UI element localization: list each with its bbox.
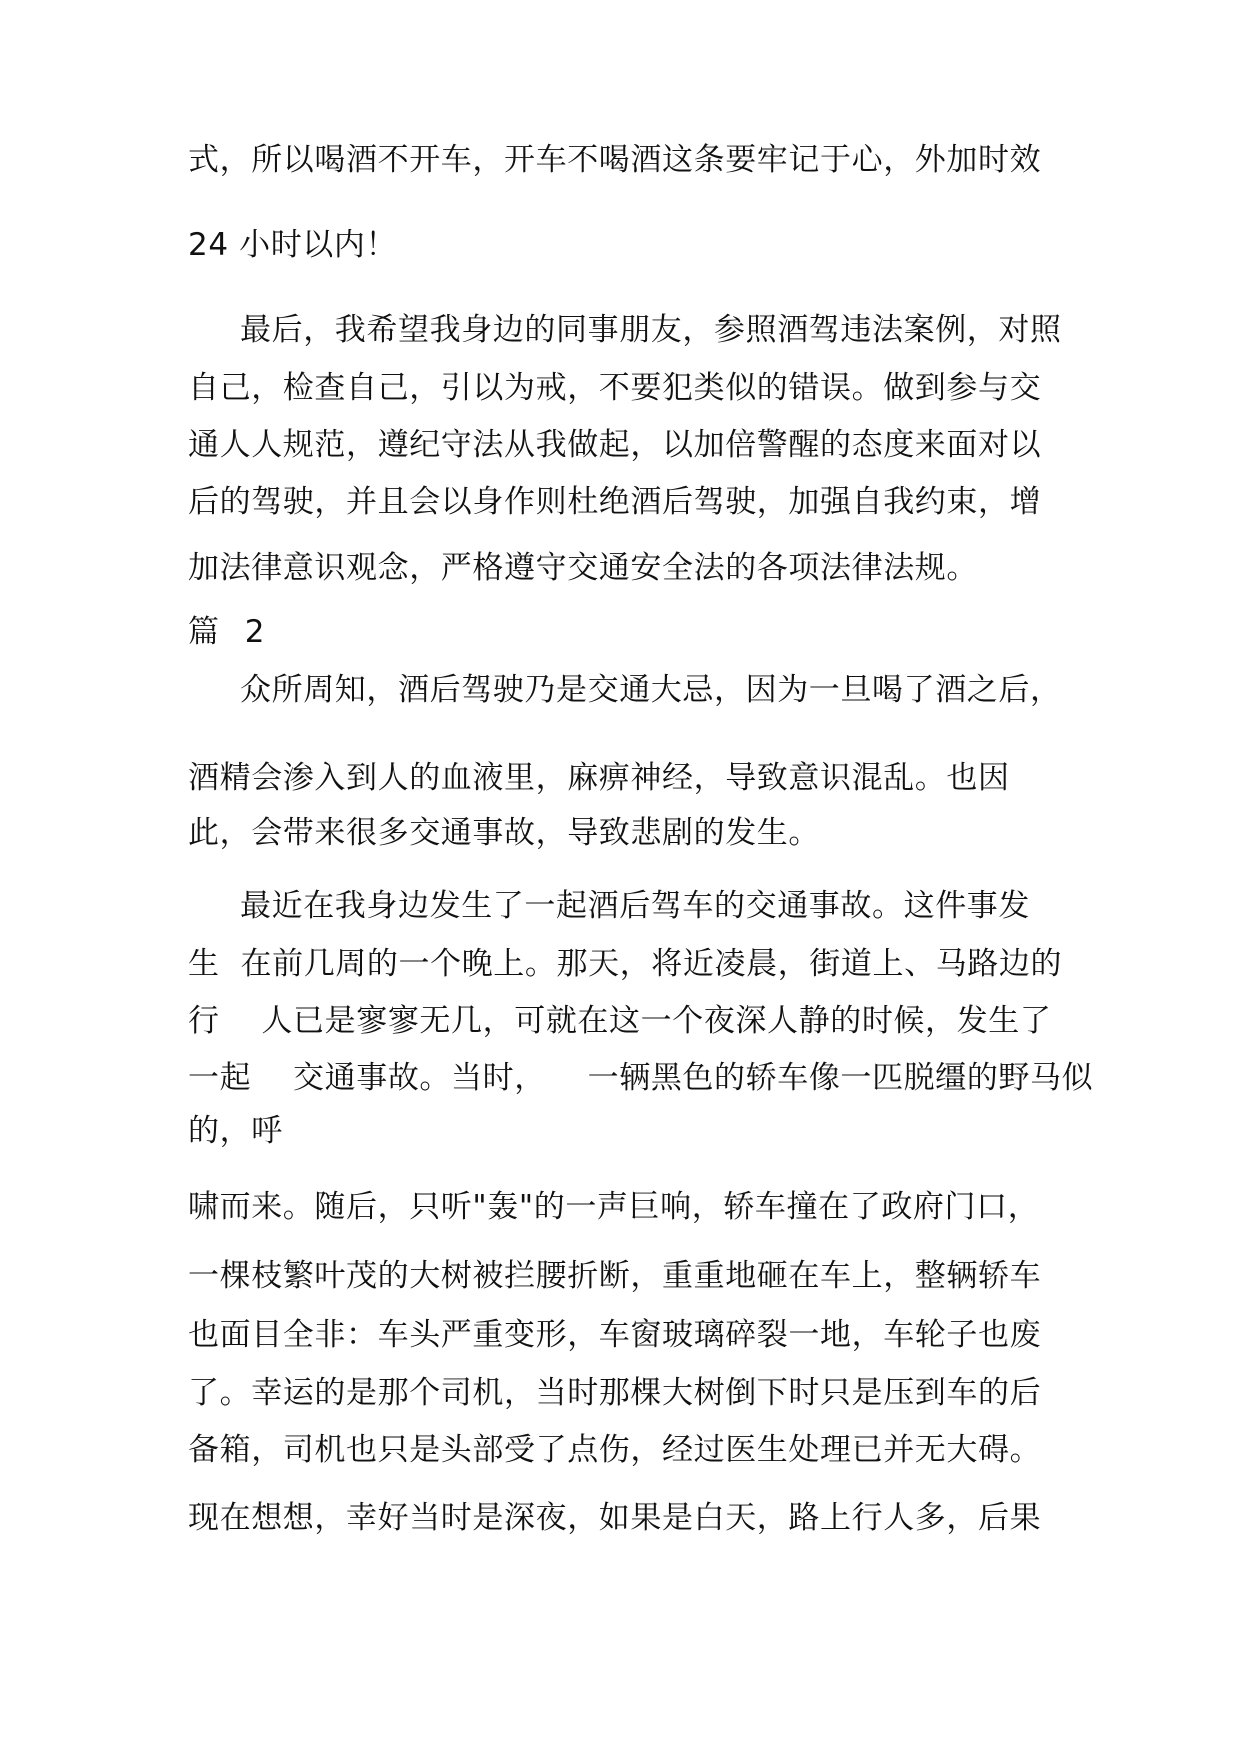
text-line: 备箱，司机也只是头部受了点伤，经过医生处理已并无大碍。 [188,1432,1042,1468]
text-line: 了。幸运的是那个司机，当时那棵大树倒下时只是压到车的后 [188,1375,1042,1411]
text-line: 加法律意识观念，严格遵守交通安全法的各项法律法规。 [188,550,978,586]
text-line: 24 小时以内！ [188,227,398,263]
text-line: 自己，检查自己，引以为戒，不要犯类似的错误。做到参与交 [188,370,1042,406]
text-line: 现在想想，幸好当时是深夜，如果是白天，路上行人多，后果 [188,1500,1042,1536]
text-line: 此，会带来很多交通事故，导致悲剧的发生。 [188,815,820,851]
text-line: 也面目全非：车头严重变形，车窗玻璃碎裂一地，车轮子也废 [188,1317,1042,1353]
text-line: 酒精会渗入到人的血液里，麻痹神经，导致意识混乱。也因 [188,760,1010,796]
text-line: 啸而来。随后，只听"轰"的一声巨响，轿车撞在了政府门口， [188,1189,1040,1225]
paragraph-start-line: 众所周知，酒后驾驶乃是交通大忌，因为一旦喝了酒之后， [240,672,1062,708]
text-line: 后的驾驶，并且会以身作则杜绝酒后驾驶，加强自我约束，增 [188,484,1042,520]
text-line: 一起 交通事故。当时， 一辆黑色的轿车像一匹脱缰的野马似 [188,1060,1094,1096]
text-line: 行 人已是寥寥无几，可就在这一个夜深人静的时候，发生了 [188,1003,1052,1039]
paragraph-start-line: 最后，我希望我身边的同事朋友，参照酒驾违法案例，对照 [240,312,1062,348]
text-line: 式，所以喝酒不开车，开车不喝酒这条要牢记于心，外加时效 [188,142,1042,178]
text-line: 通人人规范，遵纪守法从我做起，以加倍警醒的态度来面对以 [188,427,1042,463]
text-line: 生 在前几周的一个晚上。那天，将近凌晨，街道上、马路边的 [188,946,1063,982]
text-line: 的，呼 [188,1113,283,1149]
paragraph-start-line: 最近在我身边发生了一起酒后驾车的交通事故。这件事发 [240,888,1030,924]
section-heading: 篇 2 [188,614,267,650]
text-line: 一棵枝繁叶茂的大树被拦腰折断，重重地砸在车上，整辆轿车 [188,1258,1042,1294]
